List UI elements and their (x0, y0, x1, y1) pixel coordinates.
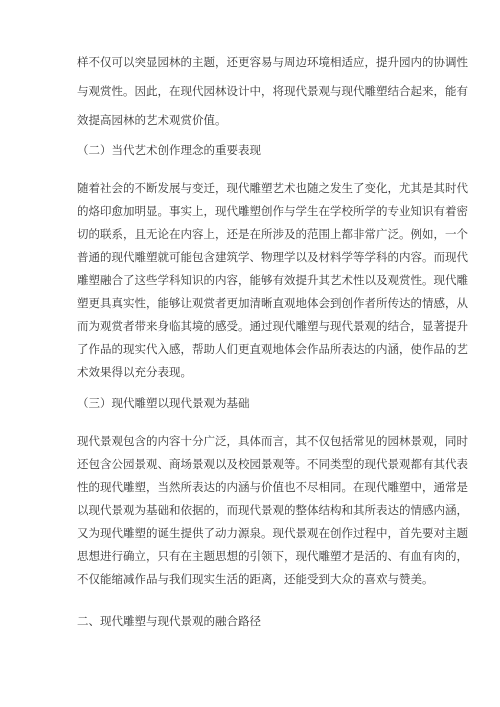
paragraph-2-line-9: 术效果得以充分表现。 (77, 365, 192, 379)
paragraph-3-line-1: 现代景观包含的内容十分广泛，具体而言，其不仅包括常见的园林景观，同时 (77, 434, 468, 448)
paragraph-2-line-3: 切的联系，且无论在内容上，还是在所涉及的范围上都非常广泛。例如，一个 (77, 227, 468, 241)
subsection-heading-3: （三）现代雕塑以现代景观为基础 (77, 396, 250, 410)
paragraph-3-line-6: 思想进行确立，只有在主题思想的引领下，现代雕塑才是活的、有血有肉的， (77, 549, 468, 563)
paragraph-2-line-7: 而为观赏者带来身临其境的感受。通过现代雕塑与现代景观的结合，显著提升 (77, 319, 468, 333)
paragraph-3-line-7: 不仅能缩减作品与我们现实生活的距离，还能受到大众的喜欢与赞美。 (77, 572, 434, 586)
paragraph-1-line-1: 样不仅可以突显园林的主题，还更容易与周边环境相适应，提升园内的协调性 (77, 55, 468, 69)
paragraph-1-line-2: 与观赏性。因此，在现代园林设计中，将现代景观与现代雕塑结合起来，能有 (77, 84, 468, 98)
section-heading: 二、现代雕塑与现代景观的融合路径 (77, 614, 261, 628)
paragraph-2-line-5: 雕塑融合了这些学科知识的内容，能够有效提升其艺术性以及观赏性。现代雕 (77, 273, 468, 287)
paragraph-2-line-1: 随着社会的不断发展与变迁，现代雕塑艺术也随之发生了变化，尤其是其时代 (77, 181, 468, 195)
paragraph-3-line-5: 又为现代雕塑的诞生提供了动力源泉。现代景观在创作过程中，首先要对主题 (77, 526, 468, 540)
paragraph-2-line-6: 塑更具真实性，能够让观赏者更加清晰直观地体会到创作者所传达的情感，从 (77, 296, 468, 310)
paragraph-2-line-8: 了作品的现实代入感，帮助人们更直观地体会作品所表达的内涵，使作品的艺 (77, 342, 468, 356)
paragraph-3-line-4: 以现代景观为基础和依据的，而现代景观的整体结构和其所表达的情感内涵， (77, 503, 468, 517)
subsection-heading-2: （二）当代艺术创作理念的重要表现 (77, 143, 261, 157)
paragraph-3-line-2: 还包含公园景观、商场景观以及校园景观等。不同类型的现代景观都有其代表 (77, 457, 468, 471)
paragraph-3-line-3: 性的现代雕塑，当然所表达的内涵与价值也不尽相同。在现代雕塑中，通常是 (77, 480, 468, 494)
paragraph-1-line-3: 效提高园林的艺术观赏价值。 (77, 113, 227, 127)
paragraph-2-line-4: 普通的现代雕塑就可能包含建筑学、物理学以及材料学等学科的内容。而现代 (77, 250, 468, 264)
paragraph-2-line-2: 的烙印愈加明显。事实上，现代雕塑创作与学生在学校所学的专业知识有着密 (77, 204, 468, 218)
